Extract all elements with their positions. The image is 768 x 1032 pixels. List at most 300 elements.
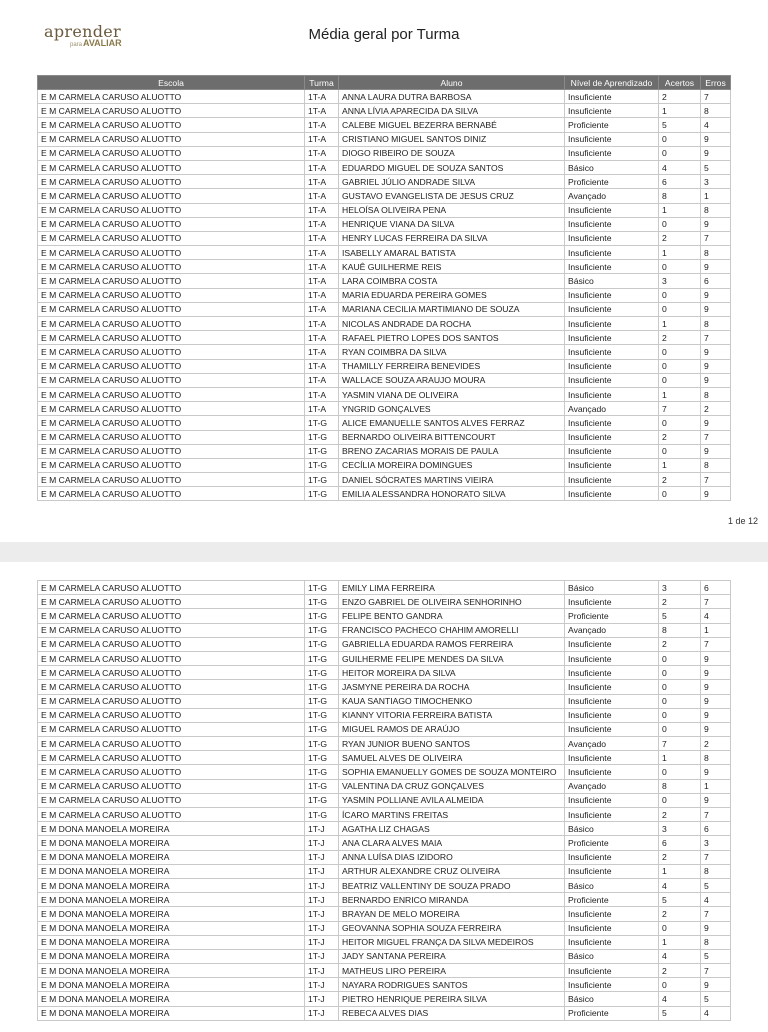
acertos-cell: 0 (659, 416, 701, 430)
nivel-cell: Insuficiente (565, 458, 659, 472)
aluno-cell: BRAYAN DE MELO MOREIRA (339, 907, 565, 921)
turma-cell: 1T-J (305, 992, 339, 1006)
nivel-cell: Básico (565, 822, 659, 836)
turma-cell: 1T-J (305, 864, 339, 878)
nivel-cell: Insuficiente (565, 921, 659, 935)
table-row (38, 487, 731, 501)
escola-cell: E M CARMELA CARUSO ALUOTTO (38, 288, 305, 302)
turma-cell: 1T-A (305, 146, 339, 160)
acertos-cell: 0 (659, 288, 701, 302)
nivel-cell: Insuficiente (565, 246, 659, 260)
table-row (38, 160, 731, 174)
erros-cell: 9 (701, 694, 731, 708)
table-row (38, 978, 731, 992)
acertos-cell: 0 (659, 708, 701, 722)
turma-cell: 1T-G (305, 751, 339, 765)
acertos-cell: 1 (659, 203, 701, 217)
erros-cell: 7 (701, 473, 731, 487)
nivel-cell: Básico (565, 160, 659, 174)
erros-cell: 8 (701, 751, 731, 765)
aluno-cell: NAYARA RODRIGUES SANTOS (339, 978, 565, 992)
acertos-cell: 0 (659, 359, 701, 373)
table-row (38, 345, 731, 359)
turma-cell: 1T-G (305, 708, 339, 722)
escola-cell: E M CARMELA CARUSO ALUOTTO (38, 132, 305, 146)
table-row (38, 373, 731, 387)
nivel-cell: Proficiente (565, 893, 659, 907)
acertos-cell: 2 (659, 808, 701, 822)
aluno-cell: FRANCISCO PACHECO CHAHIM AMORELLI (339, 623, 565, 637)
report-page-2 (0, 562, 768, 1032)
table-row (38, 175, 731, 189)
acertos-cell: 7 (659, 402, 701, 416)
escola-cell: E M CARMELA CARUSO ALUOTTO (38, 694, 305, 708)
turma-cell: 1T-A (305, 387, 339, 401)
acertos-cell: 1 (659, 104, 701, 118)
erros-cell: 8 (701, 246, 731, 260)
turma-cell: 1T-G (305, 609, 339, 623)
erros-cell: 7 (701, 90, 731, 104)
acertos-cell: 4 (659, 992, 701, 1006)
table-body-page-1 (38, 90, 731, 501)
nivel-cell: Insuficiente (565, 964, 659, 978)
nivel-cell: Insuficiente (565, 416, 659, 430)
aluno-cell: BERNARDO OLIVEIRA BITTENCOURT (339, 430, 565, 444)
nivel-cell: Insuficiente (565, 331, 659, 345)
table-row (38, 907, 731, 921)
erros-cell: 7 (701, 637, 731, 651)
acertos-cell: 0 (659, 302, 701, 316)
nivel-cell: Básico (565, 274, 659, 288)
acertos-cell: 2 (659, 595, 701, 609)
aluno-cell: KAUÊ GUILHERME REIS (339, 260, 565, 274)
nivel-cell: Proficiente (565, 1006, 659, 1020)
erros-cell: 8 (701, 203, 731, 217)
escola-cell: E M CARMELA CARUSO ALUOTTO (38, 373, 305, 387)
erros-cell: 9 (701, 260, 731, 274)
nivel-cell: Insuficiente (565, 132, 659, 146)
acertos-cell: 4 (659, 949, 701, 963)
aluno-cell: GABRIELLA EDUARDA RAMOS FERREIRA (339, 637, 565, 651)
acertos-cell: 2 (659, 637, 701, 651)
escola-cell: E M DONA MANOELA MOREIRA (38, 893, 305, 907)
escola-cell: E M CARMELA CARUSO ALUOTTO (38, 104, 305, 118)
nivel-cell: Insuficiente (565, 864, 659, 878)
escola-cell: E M DONA MANOELA MOREIRA (38, 992, 305, 1006)
logo-sub-word: AVALIAR (83, 38, 122, 48)
acertos-cell: 0 (659, 765, 701, 779)
erros-cell: 9 (701, 132, 731, 146)
table-row (38, 722, 731, 736)
turma-cell: 1T-G (305, 637, 339, 651)
aluno-cell: YASMIN POLLIANE AVILA ALMEIDA (339, 793, 565, 807)
turma-cell: 1T-G (305, 623, 339, 637)
turma-cell: 1T-A (305, 288, 339, 302)
aluno-cell: BEATRIZ VALLENTINY DE SOUZA PRADO (339, 878, 565, 892)
aluno-cell: PIETRO HENRIQUE PEREIRA SILVA (339, 992, 565, 1006)
table-row (38, 878, 731, 892)
table-row (38, 680, 731, 694)
table-row (38, 231, 731, 245)
escola-cell: E M CARMELA CARUSO ALUOTTO (38, 90, 305, 104)
erros-cell: 5 (701, 992, 731, 1006)
escola-cell: E M DONA MANOELA MOREIRA (38, 1006, 305, 1020)
erros-cell: 9 (701, 416, 731, 430)
aluno-cell: RYAN COIMBRA DA SILVA (339, 345, 565, 359)
table-row (38, 288, 731, 302)
aluno-cell: GUILHERME FELIPE MENDES DA SILVA (339, 651, 565, 665)
table-row (38, 317, 731, 331)
table-row (38, 651, 731, 665)
turma-cell: 1T-A (305, 175, 339, 189)
acertos-cell: 0 (659, 921, 701, 935)
column-header-erros: Erros (701, 76, 731, 90)
escola-cell: E M CARMELA CARUSO ALUOTTO (38, 274, 305, 288)
erros-cell: 6 (701, 274, 731, 288)
escola-cell: E M DONA MANOELA MOREIRA (38, 921, 305, 935)
table-row (38, 836, 731, 850)
escola-cell: E M CARMELA CARUSO ALUOTTO (38, 808, 305, 822)
erros-cell: 5 (701, 949, 731, 963)
turma-cell: 1T-G (305, 581, 339, 595)
erros-cell: 9 (701, 359, 731, 373)
turma-cell: 1T-A (305, 132, 339, 146)
erros-cell: 1 (701, 623, 731, 637)
aluno-cell: ÍCARO MARTINS FREITAS (339, 808, 565, 822)
aluno-cell: EDUARDO MIGUEL DE SOUZA SANTOS (339, 160, 565, 174)
turma-cell: 1T-J (305, 949, 339, 963)
aluno-cell: YNGRID GONÇALVES (339, 402, 565, 416)
aluno-cell: SOPHIA EMANUELLY GOMES DE SOUZA MONTEIRO (339, 765, 565, 779)
table-row (38, 331, 731, 345)
escola-cell: E M DONA MANOELA MOREIRA (38, 850, 305, 864)
erros-cell: 2 (701, 402, 731, 416)
erros-cell: 9 (701, 217, 731, 231)
aluno-cell: RYAN JUNIOR BUENO SANTOS (339, 737, 565, 751)
escola-cell: E M CARMELA CARUSO ALUOTTO (38, 793, 305, 807)
escola-cell: E M CARMELA CARUSO ALUOTTO (38, 680, 305, 694)
erros-cell: 9 (701, 302, 731, 316)
table-body-page-2 (38, 581, 731, 1021)
table-row (38, 203, 731, 217)
acertos-cell: 0 (659, 978, 701, 992)
acertos-cell: 0 (659, 345, 701, 359)
erros-cell: 1 (701, 779, 731, 793)
turma-cell: 1T-G (305, 444, 339, 458)
escola-cell: E M DONA MANOELA MOREIRA (38, 822, 305, 836)
aluno-cell: DANIEL SÓCRATES MARTINS VIEIRA (339, 473, 565, 487)
table-row (38, 609, 731, 623)
erros-cell: 8 (701, 935, 731, 949)
escola-cell: E M CARMELA CARUSO ALUOTTO (38, 722, 305, 736)
erros-cell: 7 (701, 231, 731, 245)
column-header-aluno: Aluno (339, 76, 565, 90)
erros-cell: 9 (701, 722, 731, 736)
nivel-cell: Insuficiente (565, 978, 659, 992)
acertos-cell: 8 (659, 189, 701, 203)
table-row (38, 118, 731, 132)
nivel-cell: Avançado (565, 189, 659, 203)
nivel-cell: Insuficiente (565, 793, 659, 807)
acertos-cell: 4 (659, 878, 701, 892)
aluno-cell: EMILIA ALESSANDRA HONORATO SILVA (339, 487, 565, 501)
aluno-cell: FELIPE BENTO GANDRA (339, 609, 565, 623)
erros-cell: 4 (701, 893, 731, 907)
aluno-cell: REBECA ALVES DIAS (339, 1006, 565, 1020)
acertos-cell: 1 (659, 751, 701, 765)
turma-cell: 1T-A (305, 331, 339, 345)
erros-cell: 7 (701, 430, 731, 444)
acertos-cell: 3 (659, 822, 701, 836)
erros-cell: 9 (701, 666, 731, 680)
nivel-cell: Proficiente (565, 836, 659, 850)
nivel-cell: Insuficiente (565, 595, 659, 609)
aluno-cell: CECÍLIA MOREIRA DOMINGUES (339, 458, 565, 472)
nivel-cell: Insuficiente (565, 444, 659, 458)
escola-cell: E M CARMELA CARUSO ALUOTTO (38, 345, 305, 359)
escola-cell: E M DONA MANOELA MOREIRA (38, 907, 305, 921)
nivel-cell: Avançado (565, 779, 659, 793)
table-row (38, 458, 731, 472)
table-row (38, 793, 731, 807)
table-row (38, 189, 731, 203)
aluno-cell: GUSTAVO EVANGELISTA DE JESUS CRUZ (339, 189, 565, 203)
acertos-cell: 2 (659, 331, 701, 345)
escola-cell: E M CARMELA CARUSO ALUOTTO (38, 160, 305, 174)
erros-cell: 7 (701, 808, 731, 822)
nivel-cell: Insuficiente (565, 935, 659, 949)
table-row (38, 444, 731, 458)
turma-cell: 1T-J (305, 1006, 339, 1020)
turma-cell: 1T-G (305, 651, 339, 665)
aluno-cell: HELOÍSA OLIVEIRA PENA (339, 203, 565, 217)
turma-cell: 1T-G (305, 737, 339, 751)
turma-cell: 1T-G (305, 416, 339, 430)
table-row (38, 217, 731, 231)
table-row (38, 274, 731, 288)
erros-cell: 7 (701, 964, 731, 978)
escola-cell: E M CARMELA CARUSO ALUOTTO (38, 118, 305, 132)
table-row (38, 90, 731, 104)
table-row (38, 850, 731, 864)
aluno-cell: KAUA SANTIAGO TIMOCHENKO (339, 694, 565, 708)
erros-cell: 9 (701, 146, 731, 160)
table-row (38, 708, 731, 722)
escola-cell: E M CARMELA CARUSO ALUOTTO (38, 751, 305, 765)
escola-cell: E M CARMELA CARUSO ALUOTTO (38, 651, 305, 665)
table-row (38, 595, 731, 609)
acertos-cell: 2 (659, 964, 701, 978)
escola-cell: E M CARMELA CARUSO ALUOTTO (38, 402, 305, 416)
table-row (38, 921, 731, 935)
table-row (38, 246, 731, 260)
erros-cell: 7 (701, 850, 731, 864)
turma-cell: 1T-A (305, 246, 339, 260)
turma-cell: 1T-A (305, 302, 339, 316)
escola-cell: E M DONA MANOELA MOREIRA (38, 935, 305, 949)
table-row (38, 637, 731, 651)
nivel-cell: Proficiente (565, 175, 659, 189)
turma-cell: 1T-J (305, 907, 339, 921)
erros-cell: 6 (701, 822, 731, 836)
acertos-cell: 2 (659, 231, 701, 245)
escola-cell: E M CARMELA CARUSO ALUOTTO (38, 203, 305, 217)
aluno-cell: GEOVANNA SOPHIA SOUZA FERREIRA (339, 921, 565, 935)
turma-cell: 1T-A (305, 160, 339, 174)
escola-cell: E M CARMELA CARUSO ALUOTTO (38, 430, 305, 444)
acertos-cell: 3 (659, 581, 701, 595)
nivel-cell: Insuficiente (565, 90, 659, 104)
aluno-cell: MARIANA CECILIA MARTIMIANO DE SOUZA (339, 302, 565, 316)
turma-cell: 1T-G (305, 487, 339, 501)
table-row (38, 581, 731, 595)
nivel-cell: Insuficiente (565, 231, 659, 245)
erros-cell: 1 (701, 189, 731, 203)
table-row (38, 666, 731, 680)
erros-cell: 8 (701, 864, 731, 878)
aluno-cell: CALEBE MIGUEL BEZERRA BERNABÉ (339, 118, 565, 132)
turma-cell: 1T-J (305, 822, 339, 836)
nivel-cell: Insuficiente (565, 317, 659, 331)
escola-cell: E M DONA MANOELA MOREIRA (38, 836, 305, 850)
turma-cell: 1T-A (305, 217, 339, 231)
nivel-cell: Insuficiente (565, 487, 659, 501)
turma-cell: 1T-G (305, 779, 339, 793)
erros-cell: 9 (701, 651, 731, 665)
acertos-cell: 5 (659, 118, 701, 132)
column-header-nivel: Nível de Aprendizado (565, 76, 659, 90)
acertos-cell: 0 (659, 373, 701, 387)
column-header-turma: Turma (305, 76, 339, 90)
escola-cell: E M CARMELA CARUSO ALUOTTO (38, 231, 305, 245)
turma-cell: 1T-J (305, 836, 339, 850)
nivel-cell: Insuficiente (565, 217, 659, 231)
acertos-cell: 5 (659, 893, 701, 907)
escola-cell: E M DONA MANOELA MOREIRA (38, 964, 305, 978)
erros-cell: 4 (701, 1006, 731, 1020)
acertos-cell: 8 (659, 779, 701, 793)
turma-cell: 1T-G (305, 430, 339, 444)
erros-cell: 9 (701, 444, 731, 458)
erros-cell: 9 (701, 921, 731, 935)
turma-cell: 1T-A (305, 189, 339, 203)
nivel-cell: Insuficiente (565, 722, 659, 736)
acertos-cell: 5 (659, 1006, 701, 1020)
aluno-cell: HENRY LUCAS FERREIRA DA SILVA (339, 231, 565, 245)
erros-cell: 9 (701, 345, 731, 359)
escola-cell: E M CARMELA CARUSO ALUOTTO (38, 458, 305, 472)
aluno-cell: BRENO ZACARIAS MORAIS DE PAULA (339, 444, 565, 458)
acertos-cell: 8 (659, 623, 701, 637)
results-table-page-2 (37, 580, 731, 1021)
acertos-cell: 1 (659, 387, 701, 401)
escola-cell: E M CARMELA CARUSO ALUOTTO (38, 317, 305, 331)
acertos-cell: 0 (659, 444, 701, 458)
erros-cell: 8 (701, 104, 731, 118)
table-row (38, 992, 731, 1006)
aluno-cell: JADY SANTANA PEREIRA (339, 949, 565, 963)
nivel-cell: Avançado (565, 623, 659, 637)
turma-cell: 1T-A (305, 359, 339, 373)
table-row (38, 964, 731, 978)
escola-cell: E M CARMELA CARUSO ALUOTTO (38, 708, 305, 722)
nivel-cell: Insuficiente (565, 751, 659, 765)
erros-cell: 9 (701, 708, 731, 722)
escola-cell: E M CARMELA CARUSO ALUOTTO (38, 246, 305, 260)
escola-cell: E M DONA MANOELA MOREIRA (38, 864, 305, 878)
aluno-cell: ENZO GABRIEL DE OLIVEIRA SENHORINHO (339, 595, 565, 609)
nivel-cell: Básico (565, 992, 659, 1006)
escola-cell: E M CARMELA CARUSO ALUOTTO (38, 416, 305, 430)
escola-cell: E M CARMELA CARUSO ALUOTTO (38, 623, 305, 637)
turma-cell: 1T-J (305, 921, 339, 935)
acertos-cell: 2 (659, 473, 701, 487)
erros-cell: 9 (701, 487, 731, 501)
results-table-page-1 (37, 75, 731, 501)
erros-cell: 8 (701, 387, 731, 401)
acertos-cell: 2 (659, 90, 701, 104)
acertos-cell: 2 (659, 430, 701, 444)
nivel-cell: Insuficiente (565, 850, 659, 864)
nivel-cell: Insuficiente (565, 666, 659, 680)
escola-cell: E M DONA MANOELA MOREIRA (38, 878, 305, 892)
erros-cell: 5 (701, 160, 731, 174)
erros-cell: 9 (701, 288, 731, 302)
table-row (38, 935, 731, 949)
acertos-cell: 6 (659, 836, 701, 850)
acertos-cell: 1 (659, 864, 701, 878)
nivel-cell: Insuficiente (565, 473, 659, 487)
aluno-cell: VALENTINA DA CRUZ GONÇALVES (339, 779, 565, 793)
escola-cell: E M CARMELA CARUSO ALUOTTO (38, 779, 305, 793)
nivel-cell: Avançado (565, 402, 659, 416)
aluno-cell: HEITOR MOREIRA DA SILVA (339, 666, 565, 680)
turma-cell: 1T-A (305, 231, 339, 245)
nivel-cell: Básico (565, 581, 659, 595)
acertos-cell: 0 (659, 680, 701, 694)
table-row (38, 132, 731, 146)
table-row (38, 104, 731, 118)
table-row (38, 416, 731, 430)
escola-cell: E M DONA MANOELA MOREIRA (38, 978, 305, 992)
nivel-cell: Básico (565, 949, 659, 963)
escola-cell: E M CARMELA CARUSO ALUOTTO (38, 331, 305, 345)
erros-cell: 7 (701, 331, 731, 345)
turma-cell: 1T-J (305, 978, 339, 992)
aluno-cell: RAFAEL PIETRO LOPES DOS SANTOS (339, 331, 565, 345)
escola-cell: E M CARMELA CARUSO ALUOTTO (38, 473, 305, 487)
erros-cell: 8 (701, 317, 731, 331)
escola-cell: E M CARMELA CARUSO ALUOTTO (38, 189, 305, 203)
page-number: 1 de 12 (727, 516, 758, 526)
aluno-cell: LARA COIMBRA COSTA (339, 274, 565, 288)
nivel-cell: Básico (565, 878, 659, 892)
aluno-cell: ANNA LAURA DUTRA BARBOSA (339, 90, 565, 104)
turma-cell: 1T-G (305, 680, 339, 694)
escola-cell: E M CARMELA CARUSO ALUOTTO (38, 359, 305, 373)
turma-cell: 1T-J (305, 893, 339, 907)
table-row (38, 430, 731, 444)
table-row (38, 623, 731, 637)
nivel-cell: Insuficiente (565, 387, 659, 401)
acertos-cell: 0 (659, 487, 701, 501)
table-row (38, 949, 731, 963)
erros-cell: 9 (701, 373, 731, 387)
nivel-cell: Insuficiente (565, 637, 659, 651)
nivel-cell: Insuficiente (565, 288, 659, 302)
acertos-cell: 0 (659, 666, 701, 680)
aluno-cell: ANNA LUÍSA DIAS IZIDORO (339, 850, 565, 864)
